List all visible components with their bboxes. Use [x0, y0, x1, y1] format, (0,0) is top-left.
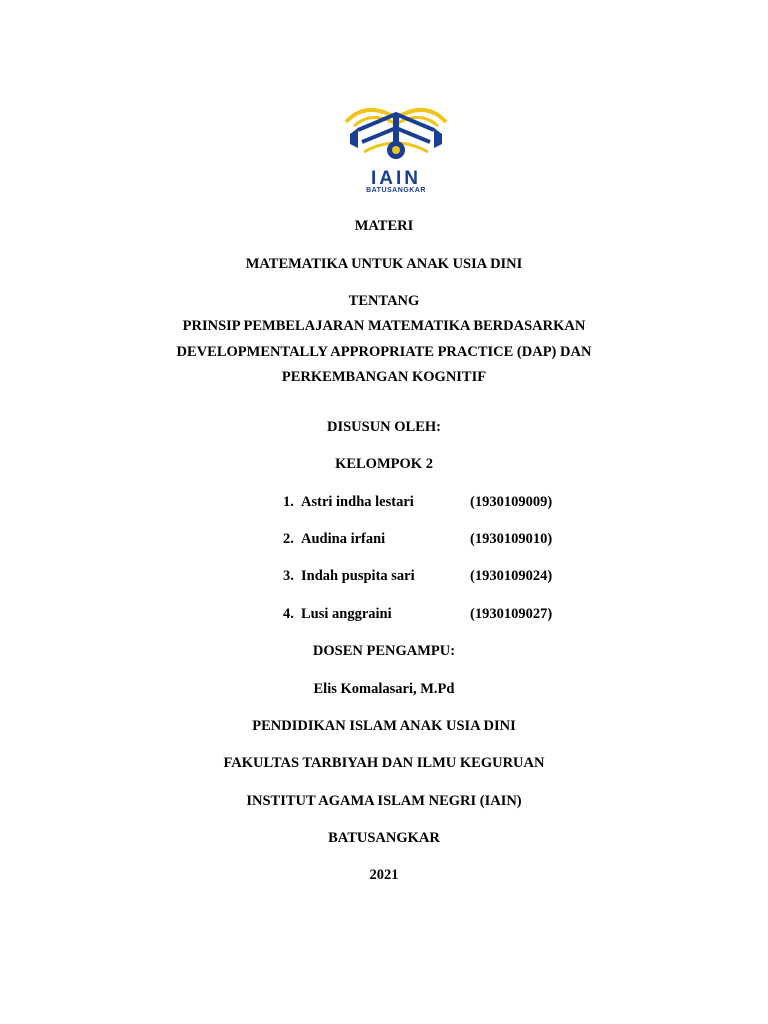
- member-number: 3.: [283, 568, 294, 584]
- member-name: Indah puspita sari: [301, 568, 415, 584]
- member-nim: (1930109024): [470, 568, 553, 584]
- topic-line-1: PRINSIP PEMBELAJARAN MATEMATIKA BERDASARKAN: [182, 318, 586, 334]
- logo-name: IAIN: [371, 168, 421, 189]
- topic-line-2: DEVELOPMENTALLY APPROPRIATE PRACTICE (DAP) DAN: [176, 344, 592, 360]
- member-name: Astri indha lestari: [301, 494, 414, 510]
- member-name: Audina irfani: [301, 531, 386, 547]
- topic-line-3: PERKEMBANGAN KOGNITIF: [281, 369, 487, 385]
- dosen-label: DOSEN PENGAMPU:: [312, 643, 456, 659]
- iain-emblem-icon: [336, 104, 456, 168]
- city: BATUSANGKAR: [328, 830, 440, 846]
- member-number: 1.: [283, 494, 294, 510]
- member-name: Lusi anggraini: [301, 606, 392, 622]
- faculty: FAKULTAS TARBIYAH DAN ILMU KEGURUAN: [223, 755, 545, 771]
- member-nim: (1930109010): [470, 531, 553, 547]
- doc-type: MATERI: [354, 218, 414, 234]
- member-number: 2.: [283, 531, 294, 547]
- group-label: KELOMPOK 2: [335, 456, 433, 472]
- logo-subtitle: BATUSANGKAR: [366, 187, 426, 194]
- course-title: MATEMATIKA UNTUK ANAK USIA DINI: [245, 256, 523, 272]
- member-nim: (1930109009): [470, 494, 553, 510]
- iain-logo: [336, 104, 456, 194]
- disusun-label: DISUSUN OLEH:: [326, 419, 441, 435]
- member-number: 4.: [283, 606, 294, 622]
- institute: INSTITUT AGAMA ISLAM NEGRI (IAIN): [246, 793, 522, 809]
- dosen-name: Elis Komalasari, M.Pd: [313, 681, 455, 697]
- tentang-label: TENTANG: [348, 293, 420, 309]
- member-nim: (1930109027): [470, 606, 553, 622]
- year: 2021: [369, 867, 399, 883]
- study-program: PENDIDIKAN ISLAM ANAK USIA DINI: [252, 718, 516, 734]
